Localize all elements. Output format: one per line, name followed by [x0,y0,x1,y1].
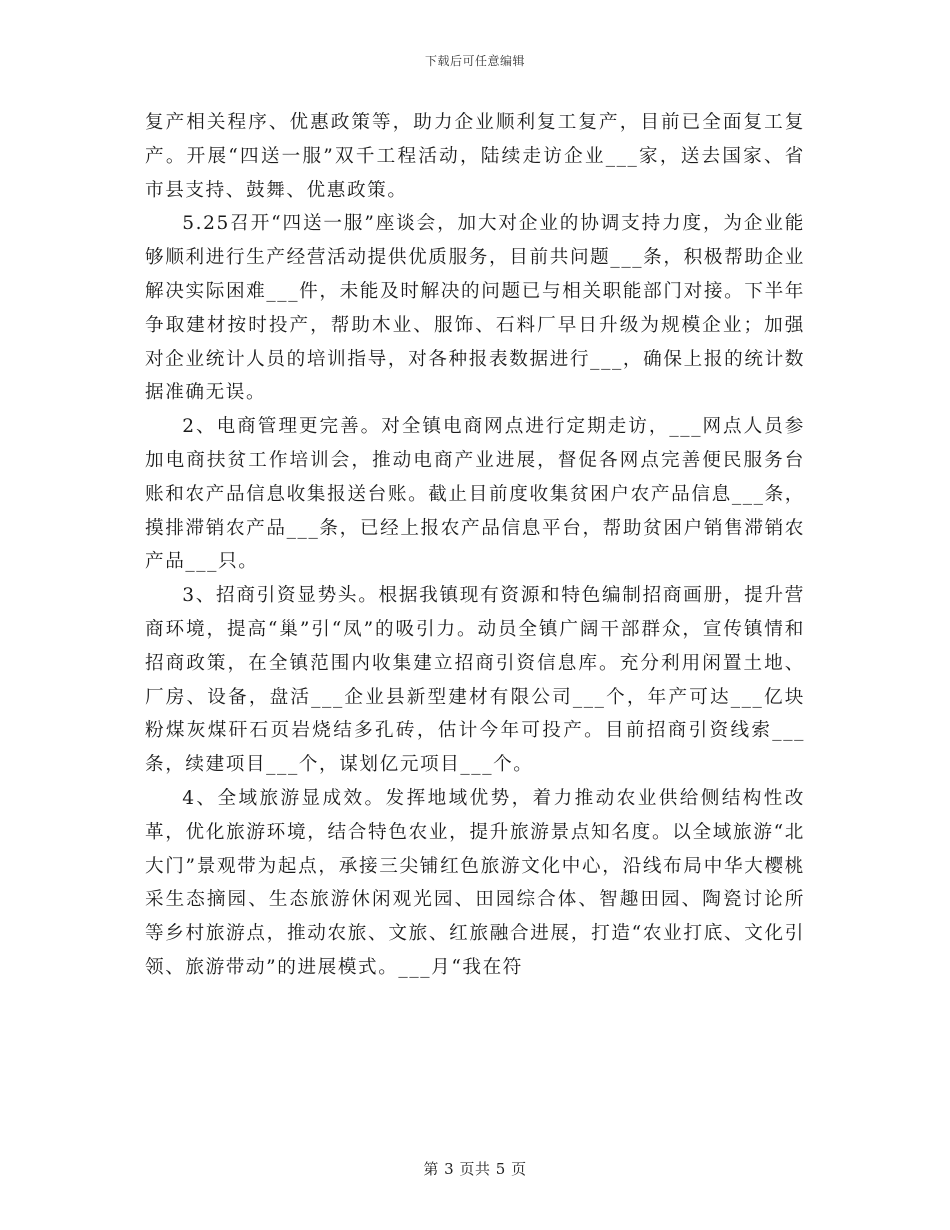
page-header: 下载后可任意编辑 [424,54,525,68]
paragraph-continuation: 复产相关程序、优惠政策等，助力企业顺利复工复产，目前已全面复工复产。开展“四送一服”双千工程活动，陆续走访企业___家，送去国家、省市县支持、鼓舞、优惠政策。 [145,112,805,201]
paragraph-symposium: 5.25召开“四送一服”座谈会，加大对企业的协调支持力度，为企业能够顺利进行生产经营活动提供优质服务，目前共问题___条，积极帮助企业解决实际困难___件，未能及时解决的问题已与相关职能部门对接。下半年争取建材按时投产，帮助木业、服饰、石料厂早日升级为规模企业；加强对企业统计人员的培训指导，对各种报表数据进行___，确保上报的统计数据准确无误。 [145,213,805,404]
paragraph-investment: 3、招商引资显势头。根据我镇现有资源和特色编制招商画册，提升营商环境，提高“巢”引“凤”的吸引力。动员全镇广阔干部群众，宣传镇情和招商政策，在全镇范围内收集建立招商引资信息库。充分利用闲置土地、厂房、设备，盘活___企业县新型建材有限公司___个，年产可达___亿块粉煤灰煤矸石页岩烧结多孔砖，估计今年可投产。目前招商引资线索___条，续建项目___个，谋划亿元项目___个。 [145,585,805,776]
page-footer: 第 3 页共 5 页 [423,1160,527,1178]
paragraph-ecommerce: 2、电商管理更完善。对全镇电商网点进行定期走访，___网点人员参加电商扶贫工作培训会，推动电商产业进展，督促各网点完善便民服务台账和农产品信息收集报送台账。截止目前度收集贫困户农产品信息___条，摸排滞销农产品___条，已经上报农产品信息平台，帮助贫困户销售滞销农产品___只。 [145,416,805,573]
paragraph-tourism: 4、全域旅游显成效。发挥地域优势，着力推动农业供给侧结构性改革，优化旅游环境，结合特色农业，提升旅游景点知名度。以全域旅游“北大门”景观带为起点，承接三尖铺红色旅游文化中心，沿线布局中华大樱桃采生态摘园、生态旅游休闲观光园、田园综合体、智趣田园、陶瓷讨论所等乡村旅游点，推动农旅、文旅、红旅融合进展，打造“农业打底、文化引领、旅游带动”的进展模式。___月“我在符 [145,787,805,978]
document-body [145,106,805,985]
